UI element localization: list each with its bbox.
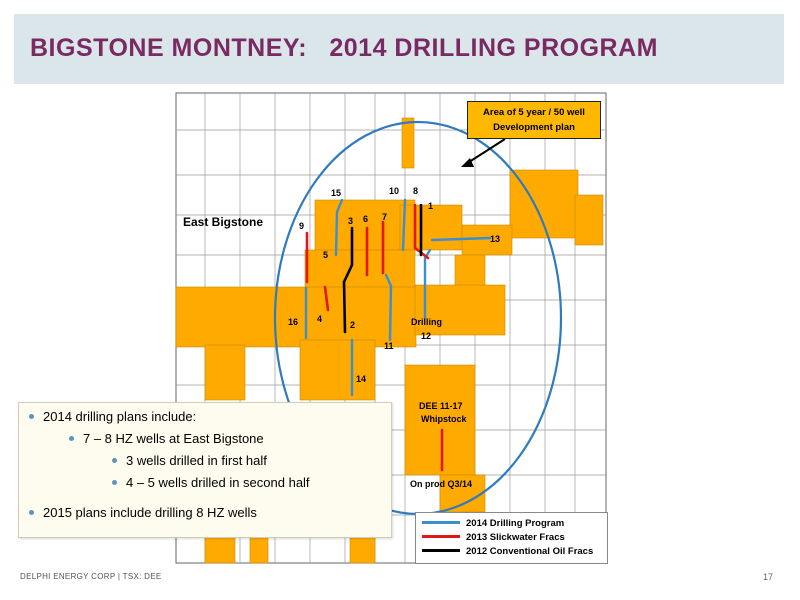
legend-label-slickwater: 2013 Slickwater Fracs xyxy=(466,532,565,543)
well-label-4: 4 xyxy=(317,314,323,324)
footer-company: DELPHI ENERGY CORP | TSX: DEE xyxy=(20,572,162,581)
callout-line-1: Area of 5 year / 50 well xyxy=(483,107,585,118)
well-label-6: 6 xyxy=(363,214,369,224)
well-label-13: 13 xyxy=(490,234,501,244)
well-label-15: 15 xyxy=(331,188,342,198)
bullet-dot-icon xyxy=(112,480,117,485)
region-label-east-bigstone: East Bigstone xyxy=(183,215,264,229)
well-label-11: 11 xyxy=(384,341,394,351)
bullet-2-text: 7 – 8 HZ wells at East Bigstone xyxy=(83,431,264,446)
bullet-5-text: 2015 plans include drilling 8 HZ wells xyxy=(43,505,257,520)
bullet-5 xyxy=(29,505,257,520)
legend-swatch-red xyxy=(422,535,460,538)
well-label-12: 12 xyxy=(421,331,432,341)
bullet-dot-icon xyxy=(29,414,34,419)
dee-well-label: DEE 11-17 xyxy=(419,401,463,411)
legend-label-conventional: 2012 Conventional Oil Fracs xyxy=(466,546,594,557)
bullet-1 xyxy=(29,409,196,424)
legend-swatch-blue xyxy=(422,521,460,524)
well-label-16: 16 xyxy=(288,317,299,327)
well-label-7: 7 xyxy=(382,212,388,222)
drilling-plans-box xyxy=(18,402,392,538)
bullet-dot-icon xyxy=(69,436,74,441)
map-legend xyxy=(415,512,608,564)
bullet-dot-icon xyxy=(29,510,34,515)
on-prod-label: On prod Q3/14 xyxy=(410,479,473,489)
well-label-5: 5 xyxy=(323,250,329,260)
well-label-2: 2 xyxy=(350,320,356,330)
legend-item-conventional xyxy=(422,546,593,557)
bullet-dot-icon xyxy=(112,458,117,463)
well-label-14: 14 xyxy=(356,374,367,384)
well-label-10: 10 xyxy=(389,186,400,196)
bullet-2 xyxy=(69,431,264,446)
bullet-1-text: 2014 drilling plans include: xyxy=(43,409,197,424)
development-plan-callout xyxy=(467,101,601,139)
legend-swatch-black xyxy=(422,549,460,552)
drilling-label: Drilling xyxy=(411,317,442,327)
legend-label-drilling: 2014 Drilling Program xyxy=(466,518,565,529)
well-label-9: 9 xyxy=(299,221,305,231)
bullet-4-text: 4 – 5 wells drilled in second half xyxy=(126,475,310,490)
callout-line-2: Development plan xyxy=(493,122,575,133)
whipstock-label: Whipstock xyxy=(421,414,467,424)
well-label-3: 3 xyxy=(348,216,354,226)
well-label-8: 8 xyxy=(413,186,419,196)
legend-item-drilling xyxy=(422,518,564,529)
well-label-1: 1 xyxy=(428,201,434,211)
bullet-3 xyxy=(112,453,267,468)
bullet-3-text: 3 wells drilled in first half xyxy=(126,453,267,468)
page-number: 17 xyxy=(763,572,774,582)
legend-item-slickwater xyxy=(422,532,565,543)
page-title: BIGSTONE MONTNEY: 2014 DRILLING PROGRAM xyxy=(30,34,658,62)
bullet-4 xyxy=(112,475,310,490)
